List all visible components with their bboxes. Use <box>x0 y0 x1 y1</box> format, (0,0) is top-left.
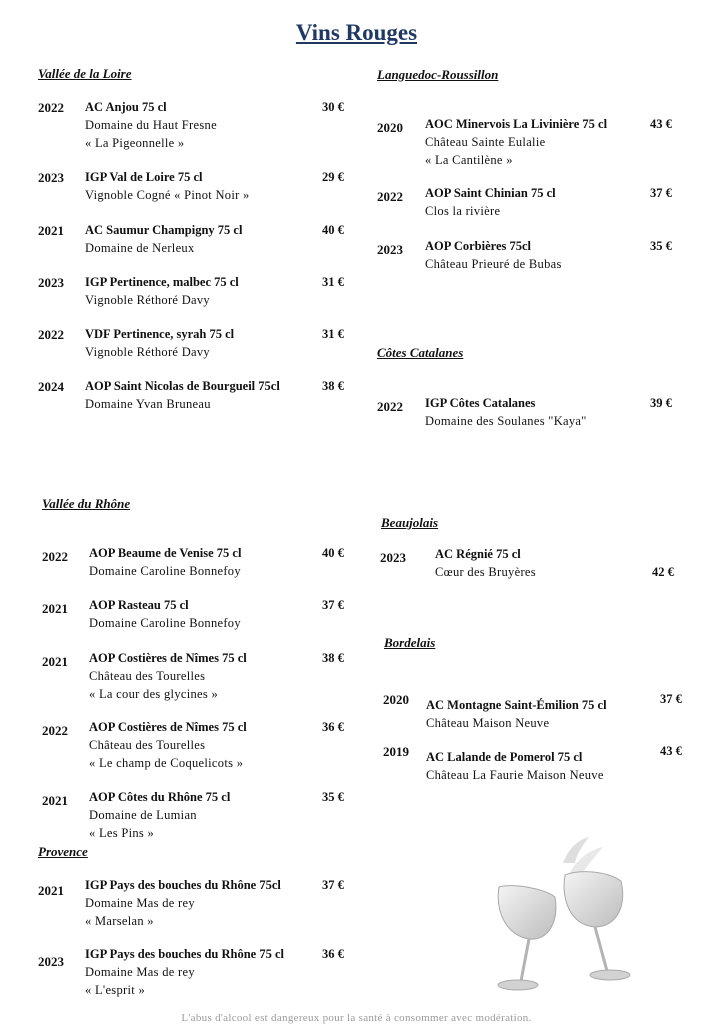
wine-price: 36 € <box>322 947 344 961</box>
wine-cuvee: « L'esprit » <box>85 983 146 997</box>
wine-year: 2023 <box>38 170 64 185</box>
wine-name: AC Lalande de Pomerol 75 cl <box>426 750 583 764</box>
wine-name: AOP Corbières 75cl <box>425 239 531 253</box>
wine-producer: Vignoble Cogné « Pinot Noir » <box>85 188 250 202</box>
wine-producer: Château Prieuré de Bubas <box>425 257 562 271</box>
wine-producer: Domaine Caroline Bonnefoy <box>89 564 241 578</box>
wine-name: AOP Beaume de Venise 75 cl <box>89 546 242 560</box>
wine-year: 2019 <box>383 744 409 759</box>
wine-year: 2022 <box>377 189 403 204</box>
wine-name: AC Régnié 75 cl <box>435 547 521 561</box>
wine-producer: Château La Faurie Maison Neuve <box>426 768 604 782</box>
section-heading-languedoc: Languedoc-Roussillon <box>377 67 499 82</box>
wine-producer: Clos la rivière <box>425 204 501 218</box>
wine-producer: Vignoble Réthoré Davy <box>85 345 210 359</box>
wine-cuvee: « Marselan » <box>85 914 154 928</box>
wine-name: AOC Minervois La Livinière 75 cl <box>425 117 608 131</box>
wine-year: 2022 <box>42 723 68 738</box>
wine-price: 39 € <box>650 396 672 410</box>
wine-name: AC Anjou 75 cl <box>85 100 167 114</box>
wine-name: AC Montagne Saint-Émilion 75 cl <box>426 698 607 712</box>
wine-year: 2023 <box>38 275 64 290</box>
wine-name: AOP Costières de Nîmes 75 cl <box>89 651 247 665</box>
section-heading-provence: Provence <box>38 844 88 859</box>
wine-price: 40 € <box>322 223 344 237</box>
wine-cuvee: « Les Pins » <box>89 826 155 840</box>
wine-cuvee: « La cour des glycines » <box>89 687 219 701</box>
wine-year: 2023 <box>377 242 403 257</box>
wine-year: 2022 <box>42 549 68 564</box>
wine-name: IGP Pertinence, malbec 75 cl <box>85 275 239 289</box>
wine-year: 2020 <box>377 120 403 135</box>
wine-producer: Domaine du Haut Fresne <box>85 118 217 132</box>
alcohol-warning-footer: L'abus d'alcool est dangereux pour la santé à consommer avec modération. <box>181 1012 532 1024</box>
wine-glasses-illustration <box>485 835 645 1005</box>
wine-year: 2023 <box>380 550 406 565</box>
wine-producer: Château Maison Neuve <box>426 716 550 730</box>
wine-producer: Château Sainte Eulalie <box>425 135 546 149</box>
wine-cuvee: « La Cantilène » <box>425 153 513 167</box>
wine-producer: Domaine Mas de rey <box>85 896 195 910</box>
wine-year: 2021 <box>42 793 68 808</box>
wine-price: 37 € <box>660 692 682 706</box>
wine-name: AOP Saint Chinian 75 cl <box>425 186 556 200</box>
section-heading-bordelais: Bordelais <box>384 635 436 650</box>
wine-name: IGP Pays des bouches du Rhône 75cl <box>85 878 281 892</box>
section-heading-rhone: Vallée du Rhône <box>42 496 131 511</box>
wine-year: 2022 <box>38 327 64 342</box>
wine-price: 31 € <box>322 275 344 289</box>
section-heading-loire: Vallée de la Loire <box>38 66 132 81</box>
wine-price: 35 € <box>322 790 344 804</box>
wine-year: 2020 <box>383 692 409 707</box>
wine-producer: Domaine de Lumian <box>89 808 197 822</box>
wine-price: 43 € <box>650 117 672 131</box>
wine-name: AOP Saint Nicolas de Bourgueil 75cl <box>85 379 280 393</box>
wine-producer: Domaine Mas de rey <box>85 965 195 979</box>
wine-price: 43 € <box>660 744 682 758</box>
wine-producer: Domaine Caroline Bonnefoy <box>89 616 241 630</box>
wine-year: 2021 <box>38 883 64 898</box>
wine-price: 31 € <box>322 327 344 341</box>
wine-price: 37 € <box>322 598 344 612</box>
wine-year: 2021 <box>38 223 64 238</box>
wine-name: IGP Côtes Catalanes <box>425 396 536 410</box>
wine-price: 30 € <box>322 100 344 114</box>
wine-name: AOP Costières de Nîmes 75 cl <box>89 720 247 734</box>
wine-producer: Domaine des Soulanes "Kaya" <box>425 414 587 428</box>
wine-price: 36 € <box>322 720 344 734</box>
wine-name: AOP Côtes du Rhône 75 cl <box>89 790 231 804</box>
wine-producer: Vignoble Réthoré Davy <box>85 293 210 307</box>
wine-producer: Domaine de Nerleux <box>85 241 195 255</box>
page-title: Vins Rouges <box>295 20 418 45</box>
wine-producer: Cœur des Bruyères <box>435 565 536 579</box>
wine-price: 37 € <box>322 878 344 892</box>
wine-price: 29 € <box>322 170 344 184</box>
wine-price: 38 € <box>322 379 344 393</box>
wine-producer: Domaine Yvan Bruneau <box>85 397 211 411</box>
wine-price: 40 € <box>322 546 344 560</box>
wine-price: 37 € <box>650 186 672 200</box>
wine-cuvee: « La Pigeonnelle » <box>85 136 185 150</box>
wine-producer: Château des Tourelles <box>89 738 206 752</box>
wine-year: 2021 <box>42 654 68 669</box>
section-heading-catalanes: Côtes Catalanes <box>377 345 464 360</box>
wine-year: 2021 <box>42 601 68 616</box>
wine-name: VDF Pertinence, syrah 75 cl <box>85 327 235 341</box>
wine-name: IGP Pays des bouches du Rhône 75 cl <box>85 947 284 961</box>
wine-name: IGP Val de Loire 75 cl <box>85 170 203 184</box>
section-heading-beaujolais: Beaujolais <box>381 515 439 530</box>
wine-year: 2023 <box>38 954 64 969</box>
wine-name: AOP Rasteau 75 cl <box>89 598 189 612</box>
wine-price: 35 € <box>650 239 672 253</box>
wine-price: 38 € <box>322 651 344 665</box>
wine-cuvee: « Le champ de Coquelicots » <box>89 756 244 770</box>
wine-year: 2022 <box>377 399 403 414</box>
wine-producer: Château des Tourelles <box>89 669 206 683</box>
wine-price: 42 € <box>652 565 674 579</box>
wine-year: 2024 <box>38 379 64 394</box>
wine-name: AC Saumur Champigny 75 cl <box>85 223 243 237</box>
wine-year: 2022 <box>38 100 64 115</box>
